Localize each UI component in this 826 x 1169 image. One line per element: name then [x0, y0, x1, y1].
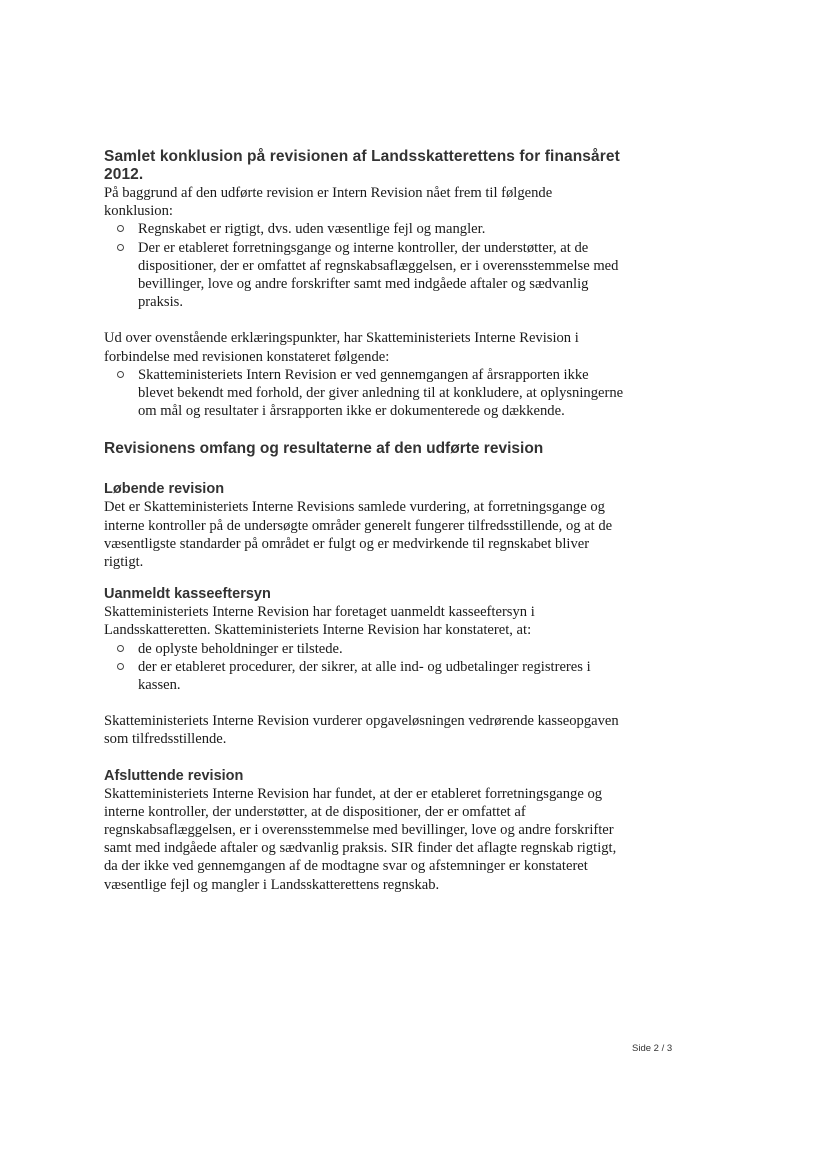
- conclusion-intro: På baggrund af den udførte revision er Intern Revision nået frem til følgende konklusion:: [104, 185, 553, 220]
- page-number: Side 2 / 3: [632, 1043, 673, 1054]
- list-item-text: de oplyste beholdninger er tilstede.: [138, 640, 343, 657]
- list-item-text: Der er etableret forretningsgange og interne kontroller, der understøtter, at de dispositioner, der er omfattet af regnskabsaflæggelsen, er i overensstemmelse med bevillinger, love og andre forskrifter samt med indgåede aftaler og sædvanlig praksis.: [138, 239, 619, 311]
- bullet-icon: [117, 645, 124, 652]
- afsluttende-revision-heading: Afsluttende revision: [104, 767, 244, 784]
- kasseeftersyn-bullet-list: [104, 640, 624, 695]
- uanmeldt-kasseeftersyn-heading: Uanmeldt kasseeftersyn: [104, 586, 271, 603]
- list-item-text: der er etableret procedurer, der sikrer, at alle ind- og udbetalinger registreres i kassen.: [138, 658, 591, 694]
- uanmeldt-kasseeftersyn-text: Skatteministeriets Interne Revision har foretaget uanmeldt kasseeftersyn i Landsskatteretten. Skatteministeriets Interne Revision har konstateret, at:: [104, 604, 535, 639]
- list-item-text: Regnskabet er rigtigt, dvs. uden væsentlige fejl og mangler.: [138, 221, 486, 238]
- lobende-revision-heading: Løbende revision: [104, 481, 225, 498]
- findings-bullet-list: [104, 366, 624, 421]
- scope-heading: Revisionens omfang og resultaterne af den udførte revision: [104, 440, 544, 458]
- list-item: [138, 658, 624, 694]
- bullet-icon: [117, 663, 124, 670]
- list-item: [138, 366, 624, 421]
- list-item-text: Skatteministeriets Intern Revision er ved gennemgangen af årsrapporten ikke blevet bekendt med forhold, der giver anledning til at konkludere, at oplysningerne om mål og resultater i årsrapporten ikke er dokumenterede og dækkende.: [138, 366, 624, 420]
- conclusion-bullet-list: [104, 220, 624, 311]
- conclusion-heading: Samlet konklusion på revisionen af Landsskatterettens for finansåret 2012.: [104, 148, 620, 183]
- list-item: [138, 239, 624, 312]
- list-item: [138, 640, 624, 658]
- bullet-icon: [117, 371, 124, 378]
- findings-intro: Ud over ovenstående erklæringspunkter, har Skatteministeriets Interne Revision i forbindelse med revisionen konstateret følgende:: [104, 330, 579, 365]
- bullet-icon: [117, 244, 124, 251]
- document-body: [104, 148, 624, 894]
- lobende-revision-text: Det er Skatteministeriets Interne Revisions samlede vurdering, at forretningsgange og interne kontroller på de undersøgte områder generelt fungerer tilfredsstillende, og at de væsentligste standarder på området er fulgt og er medvirkende til regnskabet bliver rigtigt.: [104, 499, 613, 571]
- list-item: [138, 220, 624, 238]
- bullet-icon: [117, 225, 124, 232]
- afsluttende-revision-text: Skatteministeriets Interne Revision har fundet, at der er etableret forretningsgange og interne kontroller, der understøtter, at de dispositioner, der er omfattet af regnskabsaflæggelsen, er i overensstemmelse med bevillinger, love og andre forskrifter samt med indgåede aftaler og sædvanlig praksis. SIR finder det aflagte regnskab rigtigt, da der ikke ved gennemgangen af de modtagne svar og afstemninger er konstateret væsentlige fejl og mangler i Landsskatterettens regnskab.: [104, 785, 617, 893]
- kasseopgave-assessment: Skatteministeriets Interne Revision vurderer opgaveløsningen vedrørende kasseopgaven som tilfredsstillende.: [104, 713, 619, 748]
